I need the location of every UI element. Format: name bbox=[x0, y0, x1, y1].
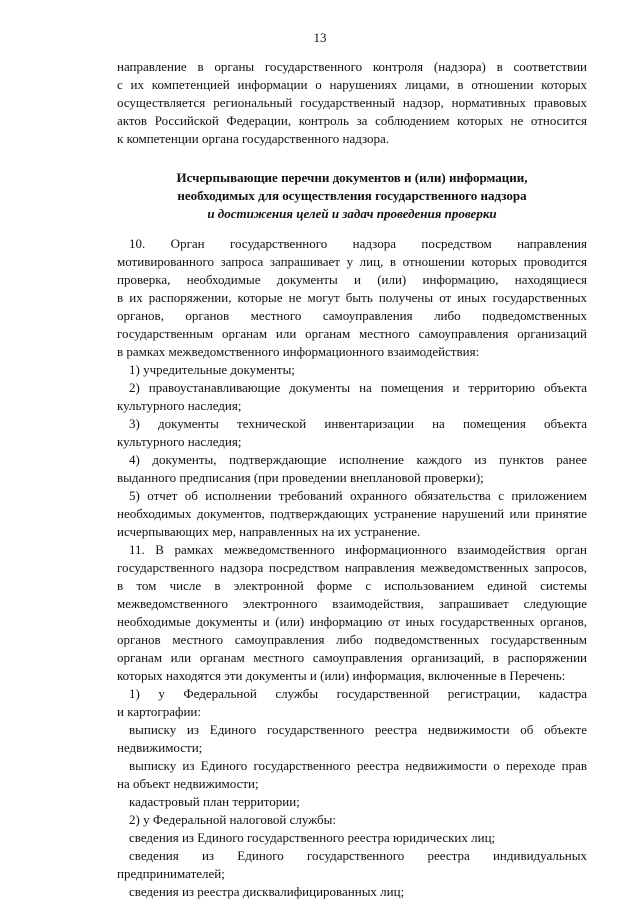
text-line: направление в органы государственного контроля (надзора) в соответствии bbox=[117, 59, 587, 74]
section-heading-line: Исчерпывающие перечни документов и (или) информации, bbox=[176, 170, 528, 185]
text-line: с их компетенцией информации о нарушениях лицами, в отношении которых bbox=[117, 77, 587, 92]
text-line: 4) документы, подтверждающие исполнение каждого из пунктов ранее bbox=[129, 452, 587, 467]
text-line: и картографии: bbox=[117, 704, 201, 719]
text-line: которых находятся эти документы и (или) информация, включенные в Перечень: bbox=[117, 668, 566, 683]
text-line: выданного предписания (при проведении внеплановой проверки); bbox=[117, 470, 484, 485]
text-line: мотивированного запроса запрашивает у лиц, в отношении которых проводится bbox=[117, 254, 587, 269]
text-line: кадастровый план территории; bbox=[129, 794, 300, 809]
text-line: органов местного самоуправления либо подведомственных государственным bbox=[117, 632, 587, 647]
text-line: межведомственного электронного взаимодействия, запрашивает следующие bbox=[117, 596, 587, 611]
text-line: культурного наследия; bbox=[117, 434, 242, 449]
section-heading-line: и достижения целей и задач проведения проверки bbox=[207, 206, 497, 221]
text-line: государственного надзора посредством направления межведомственных запросов, bbox=[117, 560, 587, 575]
text-line: культурного наследия; bbox=[117, 398, 242, 413]
text-line: сведения из Единого государственного реестра индивидуальных bbox=[129, 848, 587, 863]
text-line: в рамках межведомственного информационного взаимодействия: bbox=[117, 344, 480, 359]
text-line: в том числе в электронной форме с использованием единой системы bbox=[117, 578, 587, 593]
text-line: выписку из Единого государственного реестра недвижимости об объекте bbox=[129, 722, 587, 737]
text-line: 2) правоустанавливающие документы на помещения и территорию объекта bbox=[129, 380, 587, 395]
text-line: сведения из Единого государственного реестра юридических лиц; bbox=[129, 830, 496, 845]
text-line: органов, органов местного самоуправления либо подведомственных bbox=[117, 308, 587, 323]
text-line: государственным органам или органам местного самоуправления организаций bbox=[117, 326, 587, 341]
text-line: 5) отчет об исполнении требований охранного обязательства с приложением bbox=[129, 488, 587, 503]
text-line: необходимых документов, подтверждающих устранение нарушений или принятие bbox=[117, 506, 587, 521]
text-line: 11. В рамках межведомственного информационного взаимодействия орган bbox=[129, 542, 587, 557]
text-line: 1) у Федеральной службы государственной регистрации, кадастра bbox=[129, 686, 587, 701]
text-line: органам или органам местного самоуправления организаций, в распоряжении bbox=[117, 650, 587, 665]
text-line: проверка, необходимые документы и (или) информацию, находящиеся bbox=[117, 272, 587, 287]
text-line: актов Российской Федерации, контроль за соблюдением которых не относится bbox=[117, 113, 587, 128]
text-line: 3) документы технической инвентаризации на помещения объекта bbox=[129, 416, 587, 431]
text-line: выписку из Единого государственного реестра недвижимости о переходе прав bbox=[129, 758, 587, 773]
page-number: 13 bbox=[313, 30, 327, 45]
text-line: исчерпывающих мер, направленных на их устранение. bbox=[117, 524, 421, 539]
text-line: в их распоряжении, которые не могут быть получены от иных государственных bbox=[117, 290, 587, 305]
text-line: предпринимателей; bbox=[117, 866, 225, 881]
text-line: 10. Орган государственного надзора посредством направления bbox=[129, 236, 587, 251]
text-line: необходимые документы и (или) информацию от иных государственных органов, bbox=[117, 614, 587, 629]
section-heading-line: необходимых для осуществления государственного надзора bbox=[177, 188, 527, 203]
text-line: на объект недвижимости; bbox=[117, 776, 259, 791]
text-line: недвижимости; bbox=[117, 740, 203, 755]
text-line: 1) учредительные документы; bbox=[129, 362, 295, 377]
text-line: осуществляется региональный государственный надзор, нормативных правовых bbox=[117, 95, 587, 110]
text-line: сведения из реестра дисквалифицированных лиц; bbox=[129, 884, 405, 899]
text-line: к компетенции органа государственного надзора. bbox=[117, 131, 390, 146]
text-line: 2) у Федеральной налоговой службы: bbox=[129, 812, 336, 827]
